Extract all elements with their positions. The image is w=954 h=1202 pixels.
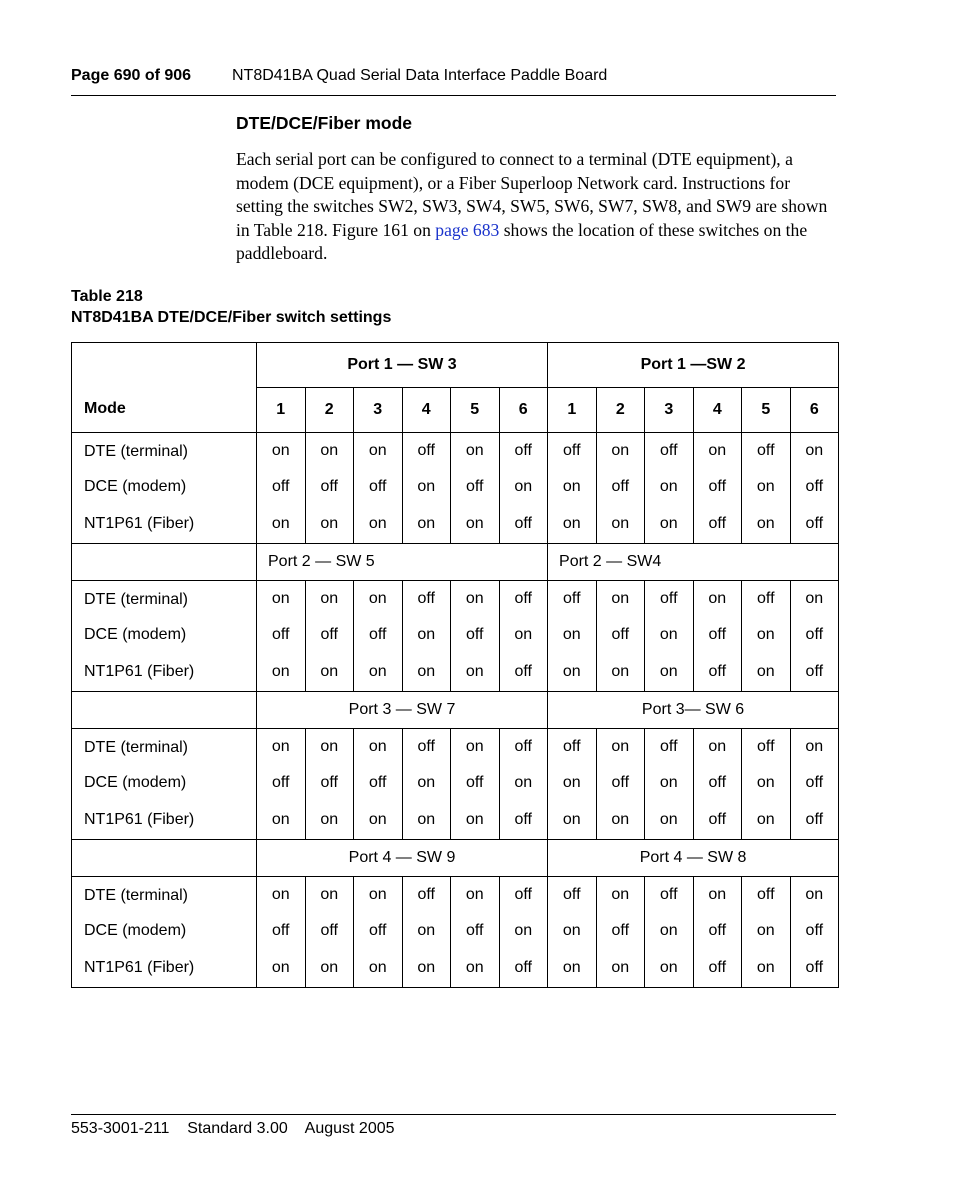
mode-cell: DTE (terminal): [72, 581, 257, 617]
switch-setting-cell: off: [645, 581, 694, 617]
switch-setting-cell: off: [451, 617, 500, 654]
left-switch-label: Port 1 — SW 3: [257, 343, 548, 388]
body-paragraph: [236, 148, 836, 266]
switch-setting-cell: off: [354, 617, 403, 654]
document-number: 553-3001-211: [71, 1120, 170, 1137]
switch-setting-cell: on: [596, 802, 645, 840]
switch-setting-cell: off: [596, 617, 645, 654]
switch-setting-cell: on: [645, 654, 694, 692]
switch-setting-cell: on: [548, 469, 597, 506]
switch-setting-cell: off: [548, 729, 597, 765]
switch-setting-cell: on: [548, 950, 597, 988]
switch-setting-cell: off: [402, 581, 451, 617]
switch-setting-cell: on: [402, 765, 451, 802]
left-switch-label: Port 4 — SW 9: [257, 840, 548, 877]
switch-setting-cell: on: [548, 802, 597, 840]
switch-setting-cell: on: [596, 654, 645, 692]
switch-setting-cell: off: [693, 654, 742, 692]
switch-setting-cell: on: [742, 913, 791, 950]
switch-setting-cell: off: [257, 617, 306, 654]
switch-setting-cell: off: [451, 913, 500, 950]
switch-setting-cell: on: [402, 950, 451, 988]
switch-setting-cell: off: [742, 581, 791, 617]
switch-setting-cell: on: [499, 469, 548, 506]
page-link[interactable]: page 683: [435, 219, 500, 240]
left-switch-label: Port 3 — SW 7: [257, 692, 548, 729]
switch-setting-cell: on: [354, 877, 403, 913]
switch-setting-cell: off: [402, 877, 451, 913]
switch-setting-cell: on: [354, 654, 403, 692]
switch-setting-cell: off: [742, 729, 791, 765]
switch-setting-cell: on: [354, 433, 403, 469]
standard-label: Standard 3.00: [187, 1120, 288, 1137]
switch-setting-cell: off: [596, 469, 645, 506]
switch-setting-cell: on: [742, 802, 791, 840]
switch-setting-cell: on: [790, 877, 839, 913]
switch-setting-cell: off: [305, 617, 354, 654]
switch-setting-cell: on: [742, 950, 791, 988]
header-rule: [71, 95, 836, 96]
right-switch-label: Port 4 — SW 8: [548, 840, 839, 877]
switch-setting-cell: on: [257, 950, 306, 988]
switch-setting-cell: on: [548, 506, 597, 544]
section-heading: DTE/DCE/Fiber mode: [236, 113, 412, 133]
switch-position-header: 5: [742, 388, 791, 433]
group-header-row: [72, 544, 839, 581]
switch-setting-cell: off: [499, 581, 548, 617]
switch-setting-cell: on: [548, 913, 597, 950]
switch-setting-cell: off: [596, 913, 645, 950]
switch-setting-cell: off: [790, 617, 839, 654]
switch-setting-cell: on: [451, 654, 500, 692]
switch-setting-cell: off: [402, 729, 451, 765]
switch-setting-cell: on: [257, 506, 306, 544]
switch-setting-cell: on: [645, 617, 694, 654]
switch-setting-cell: on: [693, 581, 742, 617]
switch-setting-cell: on: [499, 617, 548, 654]
switch-setting-cell: on: [305, 433, 354, 469]
publication-date: August 2005: [304, 1120, 395, 1137]
table-row: [72, 802, 839, 840]
switch-setting-cell: on: [257, 729, 306, 765]
switch-setting-cell: on: [257, 654, 306, 692]
switch-setting-cell: on: [354, 802, 403, 840]
right-switch-label: Port 3— SW 6: [548, 692, 839, 729]
switch-setting-cell: on: [790, 729, 839, 765]
mode-cell: DTE (terminal): [72, 877, 257, 913]
switch-setting-cell: on: [305, 802, 354, 840]
table-row: [72, 654, 839, 692]
switch-setting-cell: off: [790, 950, 839, 988]
switch-position-header: 4: [693, 388, 742, 433]
switch-setting-cell: on: [402, 802, 451, 840]
group-header-row: [72, 840, 839, 877]
page-header: [71, 66, 836, 86]
switch-setting-cell: on: [305, 654, 354, 692]
switch-setting-cell: on: [596, 433, 645, 469]
switch-setting-cell: on: [257, 433, 306, 469]
document-title: NT8D41BA Quad Serial Data Interface Paddle Board: [232, 67, 608, 84]
switch-setting-cell: on: [354, 581, 403, 617]
page-number: Page 690 of 906: [71, 67, 192, 84]
switch-setting-cell: on: [257, 802, 306, 840]
mode-cell: DTE (terminal): [72, 729, 257, 765]
table-caption: [71, 286, 391, 328]
group-header-row: [72, 343, 839, 388]
switch-setting-cell: on: [402, 913, 451, 950]
mode-header-cell: [72, 692, 257, 729]
switch-setting-cell: off: [499, 802, 548, 840]
switch-setting-cell: on: [548, 617, 597, 654]
switch-setting-cell: off: [499, 506, 548, 544]
switch-position-header: 5: [451, 388, 500, 433]
switch-setting-cell: on: [742, 506, 791, 544]
switch-setting-cell: off: [645, 877, 694, 913]
table-row: [72, 433, 839, 469]
switch-setting-cell: on: [305, 877, 354, 913]
left-switch-label: Port 2 — SW 5: [257, 544, 548, 581]
switch-position-header: 2: [596, 388, 645, 433]
table-row: [72, 913, 839, 950]
switch-setting-cell: on: [548, 654, 597, 692]
switch-setting-cell: on: [402, 617, 451, 654]
switch-setting-cell: off: [305, 913, 354, 950]
switch-setting-cell: off: [499, 729, 548, 765]
table-title: NT8D41BA DTE/DCE/Fiber switch settings: [71, 309, 392, 326]
mode-cell: NT1P61 (Fiber): [72, 654, 257, 692]
switch-setting-cell: on: [451, 729, 500, 765]
group-header-row: [72, 692, 839, 729]
switch-setting-cell: on: [451, 950, 500, 988]
switch-setting-cell: on: [596, 506, 645, 544]
switch-setting-cell: off: [451, 469, 500, 506]
switch-setting-cell: on: [645, 469, 694, 506]
switch-position-header: 6: [499, 388, 548, 433]
switch-setting-cell: off: [354, 469, 403, 506]
switch-setting-cell: on: [354, 729, 403, 765]
switch-setting-cell: on: [257, 877, 306, 913]
switch-setting-cell: off: [451, 765, 500, 802]
table-row: [72, 469, 839, 506]
switch-setting-cell: on: [645, 506, 694, 544]
switch-setting-cell: off: [790, 469, 839, 506]
switch-setting-cell: on: [402, 469, 451, 506]
switch-position-header: 3: [645, 388, 694, 433]
switch-setting-cell: on: [257, 581, 306, 617]
mode-cell: NT1P61 (Fiber): [72, 802, 257, 840]
mode-cell: DCE (modem): [72, 765, 257, 802]
switch-setting-cell: on: [596, 877, 645, 913]
table-number: Table 218: [71, 288, 143, 305]
footer-rule: [71, 1114, 836, 1115]
switch-setting-cell: on: [693, 877, 742, 913]
switch-setting-cell: on: [499, 765, 548, 802]
table-row: [72, 950, 839, 988]
switch-setting-cell: on: [742, 654, 791, 692]
switch-setting-cell: off: [499, 877, 548, 913]
switch-setting-cell: on: [354, 950, 403, 988]
page-footer: [71, 1119, 395, 1139]
mode-cell: DCE (modem): [72, 913, 257, 950]
switch-setting-cell: on: [305, 581, 354, 617]
switch-setting-cell: off: [548, 581, 597, 617]
switch-setting-cell: off: [548, 433, 597, 469]
switch-setting-cell: off: [790, 654, 839, 692]
table-row: [72, 765, 839, 802]
switch-setting-cell: off: [790, 802, 839, 840]
mode-cell: NT1P61 (Fiber): [72, 950, 257, 988]
switch-setting-cell: off: [402, 433, 451, 469]
paragraph-text-start: Each serial port can be configured to connect to a terminal (DTE equipment), a modem (DCE equipment), or a Fiber Superloop Network card. Instructions for setting the switches SW2, SW3, SW4, SW5, SW6, SW7, SW8, and SW9 are shown in Table 218. Figure 161 on: [236, 149, 828, 240]
switch-setting-cell: on: [305, 950, 354, 988]
switch-setting-cell: off: [645, 433, 694, 469]
table-row: [72, 506, 839, 544]
table-row: [72, 581, 839, 617]
table-row: [72, 729, 839, 765]
switch-setting-cell: on: [596, 581, 645, 617]
mode-cell: DTE (terminal): [72, 433, 257, 469]
switch-setting-cell: on: [790, 433, 839, 469]
switch-setting-cell: on: [693, 433, 742, 469]
switch-setting-cell: on: [548, 765, 597, 802]
switch-setting-cell: on: [742, 469, 791, 506]
mode-header-cell: [72, 840, 257, 877]
mode-header-cell: Mode: [72, 343, 257, 433]
paragraph-text-end: shows the location of these switches on the paddleboard.: [236, 219, 808, 264]
switch-setting-cell: off: [790, 506, 839, 544]
right-switch-label: Port 2 — SW4: [548, 544, 839, 581]
mode-cell: DCE (modem): [72, 469, 257, 506]
switch-position-header: 6: [790, 388, 839, 433]
switch-setting-cell: on: [402, 654, 451, 692]
switch-setting-cell: on: [451, 581, 500, 617]
switch-setting-cell: on: [451, 506, 500, 544]
switch-setting-cell: on: [451, 802, 500, 840]
switch-setting-cell: off: [354, 765, 403, 802]
switch-setting-cell: on: [693, 729, 742, 765]
switch-setting-cell: on: [645, 950, 694, 988]
right-switch-label: Port 1 —SW 2: [548, 343, 839, 388]
switch-settings-table: [71, 342, 839, 988]
switch-setting-cell: off: [354, 913, 403, 950]
switch-setting-cell: off: [693, 950, 742, 988]
switch-setting-cell: off: [596, 765, 645, 802]
switch-setting-cell: off: [548, 877, 597, 913]
mode-cell: NT1P61 (Fiber): [72, 506, 257, 544]
switch-setting-cell: on: [742, 617, 791, 654]
switch-setting-cell: on: [402, 506, 451, 544]
switch-setting-cell: off: [305, 469, 354, 506]
switch-setting-cell: off: [499, 654, 548, 692]
switch-setting-cell: off: [693, 765, 742, 802]
switch-setting-cell: on: [305, 729, 354, 765]
switch-position-header: 2: [305, 388, 354, 433]
switch-setting-cell: on: [354, 506, 403, 544]
switch-setting-cell: on: [596, 950, 645, 988]
switch-position-header: 3: [354, 388, 403, 433]
switch-setting-cell: on: [645, 802, 694, 840]
mode-header-cell: [72, 544, 257, 581]
switch-setting-cell: off: [257, 765, 306, 802]
switch-setting-cell: off: [499, 433, 548, 469]
switch-position-header: 1: [257, 388, 306, 433]
switch-setting-cell: off: [742, 433, 791, 469]
switch-setting-cell: off: [693, 617, 742, 654]
switch-setting-cell: off: [257, 469, 306, 506]
switch-setting-cell: off: [645, 729, 694, 765]
switch-setting-cell: on: [645, 765, 694, 802]
switch-setting-cell: on: [596, 729, 645, 765]
switch-setting-cell: off: [693, 469, 742, 506]
switch-setting-cell: on: [499, 913, 548, 950]
switch-setting-cell: off: [693, 802, 742, 840]
switch-setting-cell: off: [305, 765, 354, 802]
switch-position-header: 4: [402, 388, 451, 433]
switch-setting-cell: off: [499, 950, 548, 988]
table-row: [72, 617, 839, 654]
switch-setting-cell: on: [645, 913, 694, 950]
switch-setting-cell: off: [790, 913, 839, 950]
switch-setting-cell: off: [790, 765, 839, 802]
mode-cell: DCE (modem): [72, 617, 257, 654]
switch-setting-cell: on: [451, 433, 500, 469]
switch-setting-cell: off: [742, 877, 791, 913]
table-row: [72, 877, 839, 913]
switch-setting-cell: on: [451, 877, 500, 913]
switch-setting-cell: on: [305, 506, 354, 544]
switch-setting-cell: off: [257, 913, 306, 950]
switch-setting-cell: off: [693, 506, 742, 544]
switch-setting-cell: off: [693, 913, 742, 950]
switch-setting-cell: on: [742, 765, 791, 802]
switch-setting-cell: on: [790, 581, 839, 617]
switch-position-header: 1: [548, 388, 597, 433]
